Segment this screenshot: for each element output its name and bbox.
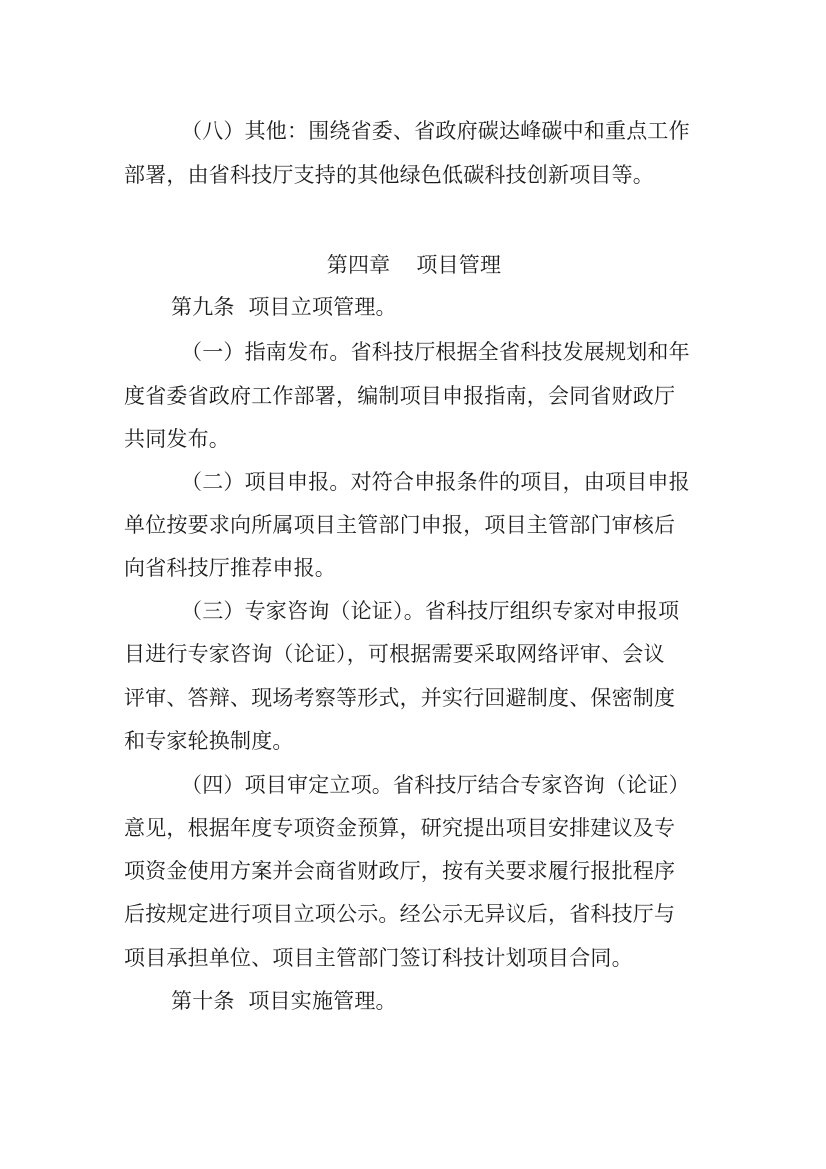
chapter-number: 第四章 [326, 253, 391, 277]
item-1-line-3: 共同发布。 [124, 427, 230, 451]
item-4-line-1: （四）项目审定立项。省科技厅结合专家咨询（论证） [181, 773, 690, 797]
paragraph-8-line-1: （八）其他：围绕省委、省政府碳达峰碳中和重点工作 [181, 119, 690, 143]
item-2-line-1: （二）项目申报。对符合申报条件的项目，由项目申报 [181, 470, 690, 494]
item-4-line-5: 项目承担单位、项目主管部门签订科技计划项目合同。 [124, 946, 633, 970]
item-1-line-1: （一）指南发布。省科技厅根据全省科技发展规划和年 [181, 340, 690, 364]
item-3-line-4: 和专家轮换制度。 [124, 729, 294, 753]
paragraph-8-line-2: 部署，由省科技厅支持的其他绿色低碳科技创新项目等。 [124, 163, 654, 187]
item-3-line-1: （三）专家咨询（论证）。省科技厅组织专家对申报项 [181, 599, 680, 623]
item-4-line-3: 项资金使用方案并会商省财政厅，按有关要求履行报批程序 [124, 859, 676, 883]
article-9-heading: 第九条 项目立项管理。 [171, 295, 397, 319]
article-10-heading: 第十条 项目实施管理。 [171, 989, 397, 1013]
item-1-line-2: 度省委省政府工作部署，编制项目申报指南，会同省财政厅 [124, 384, 676, 408]
item-3-line-2: 目进行专家咨询（论证），可根据需要采取网络评审、会议 [124, 642, 665, 666]
item-3-line-3: 评审、答辩、现场考察等形式，并实行回避制度、保密制度 [124, 686, 676, 710]
chapter-title: 项目管理 [416, 253, 502, 277]
item-4-line-2: 意见，根据年度专项资金预算，研究提出项目安排建议及专 [124, 816, 676, 840]
chapter-heading [124, 251, 704, 279]
item-4-line-4: 后按规定进行项目立项公示。经公示无异议后，省科技厅与 [124, 902, 676, 926]
item-2-line-2: 单位按要求向所属项目主管部门申报，项目主管部门审核后 [124, 513, 676, 537]
item-2-line-3: 向省科技厅推荐申报。 [124, 556, 336, 580]
